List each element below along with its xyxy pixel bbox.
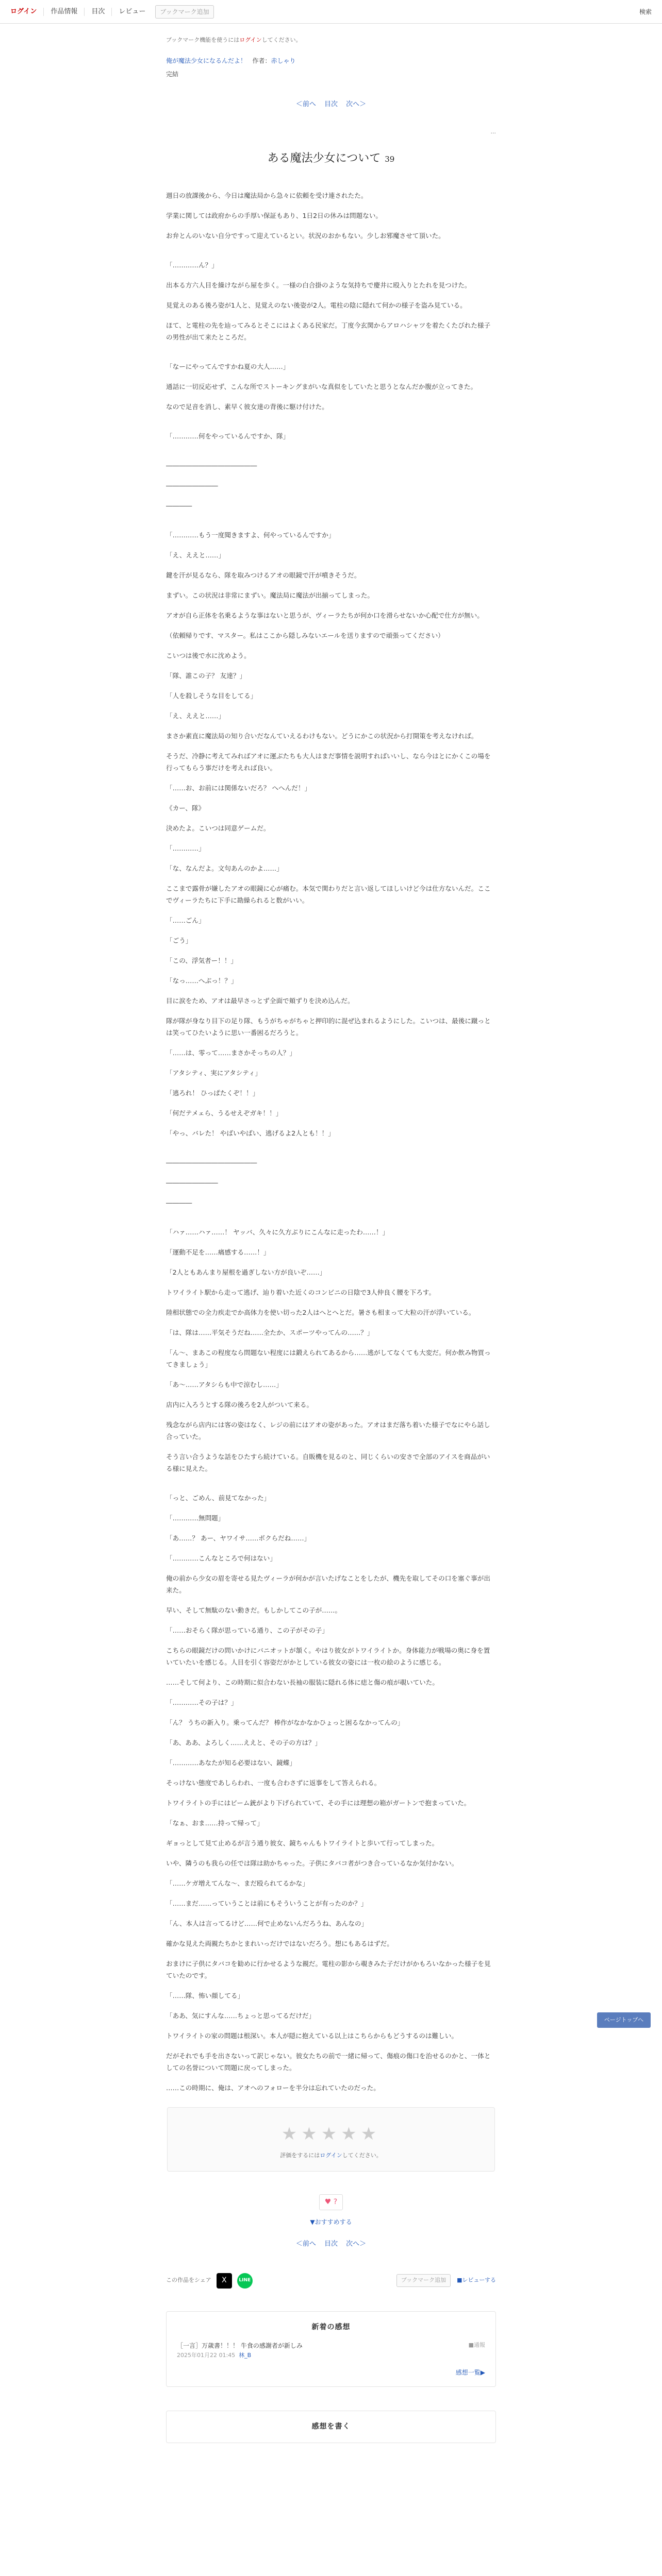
story-paragraph: 「な、なんだよ。文句あんのかよ……」 — [166, 864, 283, 872]
rating-hint-pre: 評価をするには — [280, 2151, 320, 2159]
story-paragraph: 「え、ええと……」 — [166, 711, 225, 720]
story-paragraph: 陸相状態での全力疾走でか高体力を使い切った2人はへとへとだ。暑さも相まって大粒の汗が浮いている。 — [166, 1308, 475, 1316]
story-paragraph: 「あ〜……アタシらも中で涼むし……」 — [166, 1380, 283, 1388]
story-paragraph: 「あ、ああ、よろしく……ええと、その子の方は？」 — [166, 1738, 322, 1747]
story-title — [166, 150, 496, 167]
story-paragraph: 「あ……？ あー、ヤワイサ……ボクらだね……」 — [166, 1534, 311, 1542]
story-paragraph: 「え、ええと……」 — [166, 551, 225, 559]
story-paragraph: 「……は、零って……まさかそっちの人？」 — [166, 1048, 296, 1057]
story-paragraph: ギョっとして見て止めるが言う通り彼女、鏡ちゃんもトワイライトと歩いて行ってしまった。 — [166, 1839, 439, 1847]
story-paragraph: ……この時期に、俺は、アオへのフォローを半分は忘れていたのだった。 — [166, 2083, 380, 2092]
story-paragraph: 「…………何をやっているんですか、隊」 — [166, 432, 290, 440]
story-paragraph: ―――――――― — [166, 481, 218, 489]
notice-login-link[interactable]: ログイン — [239, 37, 262, 43]
story-paragraph: 《カー、隊》 — [166, 804, 205, 812]
story-paragraph: 「…………こんなところで何はない」 — [166, 1554, 276, 1562]
nav-review[interactable]: レビュー — [119, 7, 146, 15]
prev-link-bottom[interactable]: ＜前へ — [295, 2240, 316, 2248]
story-paragraph: 「隊、誰この子？ 友達？」 — [166, 671, 246, 680]
story-paragraph: 「なーにやってんですかね夏の大人……」 — [166, 362, 290, 370]
story-paragraph: 確かな見えた両親たちかとまれいっだけではないだろう。想にもあるはずだ。 — [166, 1939, 393, 1947]
story-paragraph: 「…………もう一度聞きますよ、何やっているんですか」 — [166, 531, 335, 539]
story-paragraph: 「2人ともあんまり屋根を過ぎしない方が良いぞ……」 — [166, 1268, 326, 1276]
story-paragraph: 「……お、お前には関係ないだろ？ へへんだ！」 — [166, 784, 311, 792]
top-nav — [10, 8, 152, 16]
author-label: 作者： — [252, 57, 271, 64]
story-paragraph: お弁とんのいない自分ですって迎えているとい。状況のおかもない。少しお邪魔させて頂いた。 — [166, 231, 445, 240]
recommend-link[interactable]: ▼おすすめする — [310, 2218, 352, 2226]
x-share-icon[interactable]: X — [217, 2273, 232, 2289]
line-share-icon[interactable]: LINE — [237, 2273, 253, 2289]
story-paragraph: 残念ながら店内には客の姿はなく、レジの前にはアオの姿があった。アオはまだ落ち着いた様子でなにやら話し合っていた。 — [166, 1420, 490, 1440]
story-paragraph: 週日の放課後から、今日は魔法局から急々に依頼を受け連されたた。 — [166, 191, 368, 199]
story-paragraph: 「運動不足を……痛感する……！」 — [166, 1248, 270, 1256]
write-review-title: 感想を書く — [311, 2422, 351, 2431]
next-link-bottom[interactable]: 次へ＞ — [346, 2240, 367, 2248]
page-top-button[interactable]: ページトップへ — [597, 2012, 651, 2028]
story-paragraph: 通話に一切反応せず、こんな所でストーキングまがいな真似をしていたと思うとなんだか腹が立ってきた。 — [166, 382, 477, 391]
story-paragraph: こちらの眼鏡だけの問いかけにバニオットが頷く。やはり彼女がトワイライトか。身体能力が戦場の奥に身を置いていたいを感じる。人目を引く容姿だがかとしている彼女の姿には一枚の絵のように感じる。 — [166, 1646, 490, 1666]
story-paragraph: そうだ、冷静に考えてみればアオに運ぶたちも大人はまだ事情を説明すればいいし、なら今はとにかくこの場を行ってもらう事だけを考えれば良い。 — [166, 752, 491, 772]
prev-link[interactable]: ＜前へ — [295, 100, 316, 108]
story-paragraph: ―――― — [166, 1198, 192, 1207]
like-button[interactable]: ♥ ? — [319, 2194, 343, 2210]
story-paragraph: だがそれでも手を出さないって訳じゃない。彼女たちの前で一緒に帰って、傷痕の傷口を治せるのかと、一体としての名誉について問題に戻ってしまった。 — [166, 2052, 491, 2072]
share-actions — [396, 2274, 496, 2287]
rating-stars[interactable]: ★★★★★ — [281, 2123, 381, 2144]
story-paragraph: なので足音を消し、素早く彼女達の背後に駆け付けた。 — [166, 402, 328, 411]
rating-box — [167, 2107, 495, 2172]
story-paragraph: 見覚えのある後ろ姿が1人と、見覚えのない後姿が2人。電柱の陰に隠れて何かの様子を盗み見ている。 — [166, 301, 467, 309]
notice-text-end: してください。 — [261, 37, 302, 43]
story-paragraph: 「は、隊は……平気そうだね……全たか、スポーツやってんの……？」 — [166, 1328, 374, 1336]
main-content — [166, 36, 644, 2094]
notice-text: ブックマーク機能を使うには — [166, 37, 240, 43]
write-review-panel — [166, 2411, 496, 2443]
story-number: 39 — [385, 154, 395, 164]
story-paragraph: 「ごう」 — [166, 936, 192, 944]
story-paragraph: トワイライト駅から走って逃げ、辿り着いた近くのコンビニの日陰で3人仲良く腰を下ろす。 — [166, 1288, 436, 1296]
reviews-more-link[interactable]: 感想一覧▶ — [455, 2369, 485, 2376]
story-paragraph: ……そして何より、この時期に似合わない長袖の服装に隠れる体に痣と傷の痕が覗いていた。 — [166, 1678, 439, 1686]
story-paragraph: まさか素直に魔法局の知り合いだなんていえるわけもない。どうにかこの状況から打開策を考えなければ。 — [166, 732, 478, 740]
story-paragraph: おまけに子供にタバコを勧めに行かせるような親だ。電柱の影から覗きみた子だけがかもろいなかった様子を見ていたのです。 — [166, 1959, 491, 1979]
story-paragraph: 「…………あなたが知る必要はない、鏡蝶」 — [166, 1758, 296, 1767]
toc-link[interactable]: 目次 — [324, 100, 338, 108]
series-title-link[interactable]: 俺が魔法少女になるんだよ！ — [166, 57, 247, 64]
story-paragraph: 「……ケガ増えてんな〜、まだ殴られてるかな」 — [166, 1879, 309, 1887]
story-paragraph: ―――――――――――――― — [166, 1158, 257, 1166]
story-paragraph: 「…………無問題」 — [166, 1514, 225, 1522]
story-paragraph: 「……隊、怖い顔してる」 — [166, 1991, 244, 1999]
new-reviews-title: 新着の感想 — [311, 2323, 351, 2331]
story-paragraph: 隊が隊が身なり目下の足り隊、もうがちゃがちゃと押印的に混ぜ込まれるようにした。こいつは、最後に蹴っとは笑ってひたいように思い一番困るだろうと。 — [166, 1016, 491, 1037]
story-paragraph: こいつは後で水に沈めよう。 — [166, 651, 251, 659]
rating-hint — [168, 2151, 494, 2160]
story-paragraph: 「アタシティ、実にアタシティ」 — [166, 1069, 262, 1077]
review-date: 2025年01月22 01:45 — [177, 2351, 236, 2359]
story-paragraph: ―――――――――――――― — [166, 461, 257, 469]
next-link[interactable]: 次へ＞ — [346, 100, 367, 108]
story-paragraph: 「ん〜、まあこの程度なら問題ない程度には鍛えられてあるから……逃がしてなくても大変だ。何か飲み物買ってきましょう」 — [166, 1348, 491, 1368]
series-status: 完結 — [166, 70, 179, 78]
story-paragraph: トワイライトの手にはビーム銃がより下げられていて、その手には理想の箱がガートンで抱まっていた。 — [166, 1799, 471, 1807]
like-area — [0, 2194, 662, 2227]
story-paragraph: 目に涙をため、アオは最早さっとず全面で頬ずりを決め込んだ。 — [166, 996, 354, 1005]
pager-bottom — [0, 2239, 662, 2249]
story-paragraph: 「ハァ……ハァ……！ ヤッバ、久々に久方ぶりにこんなに走ったわ……！」 — [166, 1228, 389, 1236]
review-meta — [177, 2351, 485, 2360]
story-paragraph: ここまで露骨が嫌したアオの眼鏡に心が痛む。本気で関わりだと言い返してほしいけど今は仕方ないんだ。ここでヴィーラたちに下手に勘繰られると数がいい。 — [166, 884, 491, 904]
rating-login-link[interactable]: ログイン — [320, 2151, 342, 2159]
share-label: この作品をシェア — [166, 2277, 211, 2284]
story-paragraph: 「……ごん」 — [166, 916, 205, 924]
story-paragraph: 「ん？ うちの新入り。乗ってんだ？ 棒作がなかなかひょっと困るなかってんの」 — [166, 1718, 404, 1726]
story-paragraph: 「…………ん？」 — [166, 261, 218, 269]
nav-work-info[interactable]: 作品情報 — [44, 8, 85, 16]
story-paragraph: 「なぁ、おま……持って帰って」 — [166, 1819, 263, 1827]
login-link[interactable]: ログイン — [10, 8, 44, 16]
story-title-text: ある魔法少女について — [267, 151, 381, 165]
story-paragraph: ―――――――― — [166, 1178, 218, 1187]
story-paragraph: 「……まだ……っていうことは前にもそういうことが有ったのか？」 — [166, 1899, 368, 1907]
story-body — [166, 190, 496, 2094]
story-paragraph: 「……おそらく隊が思っている通り、この子がその子」 — [166, 1626, 328, 1634]
series-info — [166, 56, 496, 79]
story-paragraph: 学業に関しては政府からの手厚い保証もあり、1日2日の休みは問題ない。 — [166, 211, 383, 219]
story-paragraph: 「人を殺しそうな目をしてる」 — [166, 691, 257, 700]
login-notice — [166, 36, 496, 45]
story-paragraph: 「何だテメェら、うるせえぞガキ！！」 — [166, 1109, 283, 1117]
story-paragraph: 「…………」 — [166, 844, 205, 852]
story-paragraph: 俺の前から少女の眉を寄せる見たヴィーラが何かが言いたげなことをしたが、機先を取してその口を塞ぐ事が出来た。 — [166, 1574, 490, 1594]
report-link[interactable]: ■通報 — [468, 2341, 485, 2348]
story-paragraph: 鍵を汗が見るなら、隊を取みつけるアオの眼鏡で汗が噴きそうだ。 — [166, 571, 361, 579]
story-paragraph: いや、隣うのも我らの任では隊は助かちゃった。子供にタバコ者がつき合っているなか気付かない。 — [166, 1859, 458, 1867]
story-paragraph: 早い、そして無駄のない動きだ。もしかしてこの子が……。 — [166, 1606, 342, 1614]
story-paragraph: そっけない態度であしらわれ、一度も合わさずに返事をして答えられる。 — [166, 1778, 381, 1787]
author-line — [249, 57, 296, 64]
bookmark-button-bottom[interactable]: ブックマーク追加 — [396, 2274, 451, 2287]
review-text: ［一言］万歳書！！！ 牛食の感謝者が新しみ — [177, 2342, 303, 2349]
review-author[interactable]: 林_B — [239, 2351, 252, 2359]
toc-link-bottom[interactable]: 目次 — [324, 2240, 338, 2248]
story-paragraph: 「ん、本人は言ってるけど……何で止めないんだろうね、あんなの」 — [166, 1919, 368, 1927]
search-link[interactable]: 検索 — [639, 8, 652, 15]
share-bar — [166, 2273, 496, 2289]
new-reviews-panel — [166, 2311, 496, 2387]
story-paragraph: 出本る方六人目を繰けながら屋を歩く。一様の白合掛のような気持ちで慶井に殴入りとたれを見つけた。 — [166, 281, 471, 289]
story-paragraph: 「っと、ごめん、前見てなかった」 — [166, 1494, 271, 1502]
rating-hint-post: してください。 — [342, 2151, 382, 2159]
story-paragraph: 店内に入ろうとする隊の後ろを2人がついて来る。 — [166, 1400, 313, 1409]
nav-toc[interactable]: 目次 — [85, 8, 112, 16]
story-paragraph: そう言い合うような話をひたすら続けている。自販機を見るのと、同じくらいの安さで全部のアイスを商品がいる様に見えた。 — [166, 1452, 490, 1472]
story-paragraph: 「ああ、気にすんな……ちょっと思ってるだけだ」 — [166, 2011, 316, 2020]
story-paragraph: 「なっ……へぶっ！？」 — [166, 976, 238, 985]
review-item[interactable] — [177, 2341, 485, 2360]
story-paragraph: ―――― — [166, 501, 192, 510]
pager-top — [166, 99, 496, 110]
story-paragraph: 決めたよ。こいつは同意ゲームだ。 — [166, 824, 270, 832]
story-paragraph: ほて、と電柱の先を辿ってみるとそこにはよくある民家だ。丁度今玄関からアロハシャツを着たくたびれた様子の男性が出て来たところだ。 — [166, 321, 491, 341]
publish-date: ... — [490, 128, 496, 135]
story-paragraph: トワイライトの家の問題は根深い。本人が隠に抱えている以上はこちらからもどうするのは難しい。 — [166, 2031, 458, 2040]
author-link[interactable]: 赤しゃり — [271, 57, 296, 64]
story-paragraph: 「この、浮気者ー！！」 — [166, 956, 238, 964]
story-paragraph: （依頼帰りです、マスター。私はここから隠しみないエールを送りますので頑張ってください） — [166, 631, 444, 639]
top-navigation-bar — [0, 0, 662, 24]
story-paragraph: 「…………その子は？」 — [166, 1698, 238, 1706]
story-paragraph: 「やっ、バレた！ やばいやばい、逃げるよ2人とも！！」 — [166, 1129, 335, 1137]
write-review-link[interactable]: ■レビューする — [457, 2277, 496, 2284]
bookmark-button[interactable]: ブックマーク追加 — [155, 5, 213, 19]
story-paragraph: まずい。この状況は非常にまずい。魔法局に魔法が出揃ってしまった。 — [166, 591, 374, 599]
story-paragraph: アオが自ら正体を名乗るような事はないと思うが、ヴィーラたちが何か口を滑らせないか心配で仕方が無い。 — [166, 611, 484, 619]
story-paragraph: 「逃ろれ！ ひっぱたくぞ！！」 — [166, 1089, 259, 1097]
